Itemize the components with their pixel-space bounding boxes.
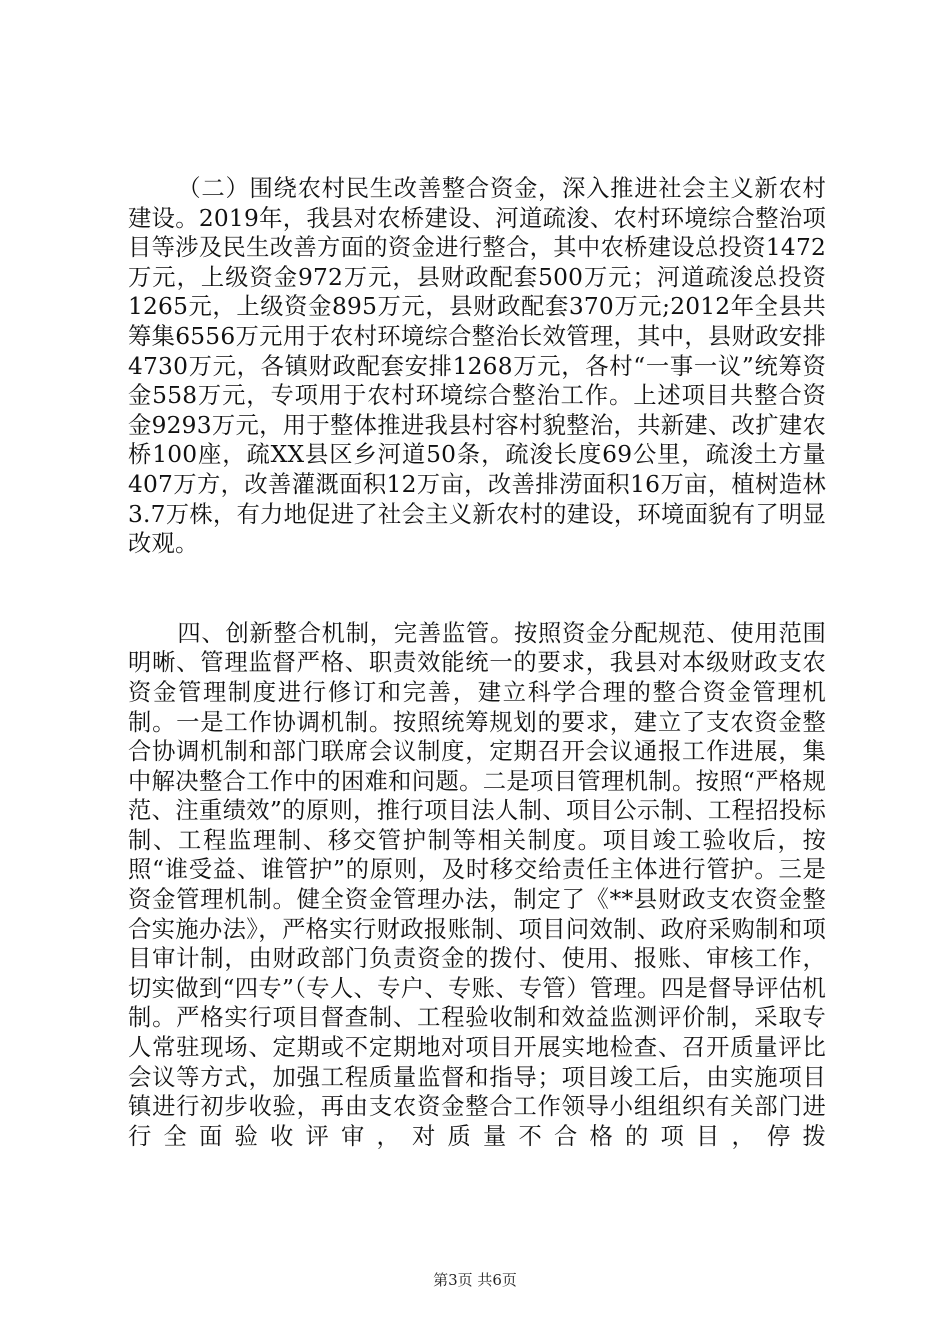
page-footer: 第3页 共6页 [433,1271,517,1289]
paragraph-rural-livelihood: （二）围绕农村民生改善整合资金，深入推进社会主义新农村建设。2019年，我县对农桥建设、河道疏浚、农村环境综合整治项目等涉及民生改善方面的资金进行整合，其中农桥建设总投资1472万元，上级资金972万元，县财政配套500万元；河道疏浚总投资1265元，上级资金895万元，县财政配套370万元;2012年全县共筹集6556万元用于农村环境综合整治长效管理，其中，县财政安排4730万元，各镇财政配套安排1268万元，各村“一事一议”统筹资金558万元，专项用于农村环境综合整治工作。上述项目共整合资金9293万元，用于整体推进我县村容村貌整治，共新建、改扩建农桥100座，疏XX县区乡河道50条，疏浚长度69公里，疏浚土方量407万方，改善灌溉面积12万亩，改善排涝面积16万亩，植树造林3.7万株，有力地促进了社会主义新农村的建设，环境面貌有了明显改观。 [128,175,826,558]
paragraph-integration-mechanism: 四、创新整合机制，完善监管。按照资金分配规范、使用范围明晰、管理监督严格、职责效能统一的要求，我县对本级财政支农资金管理制度进行修订和完善，建立科学合理的整合资金管理机制。一是工作协调机制。按照统筹规划的要求，建立了支农资金整合协调机制和部门联席会议制度，定期召开会议通报工作进展，集中解决整合工作中的困难和问题。二是项目管理机制。按照“严格规范、注重绩效”的原则，推行项目法人制、项目公示制、工程招投标制、工程监理制、移交管护制等相关制度。项目竣工验收后，按照“谁受益、谁管护”的原则，及时移交给责任主体进行管护。三是资金管理机制。健全资金管理办法，制定了《**县财政支农资金整合实施办法》，严格实行财政报账制、项目问效制、政府采购制和项目审计制，由财政部门负责资金的拨付、使用、报账、审核工作，切实做到“四专”（专人、专户、专账、专管）管理。四是督导评估机制。严格实行项目督查制、工程验收制和效益监测评价制，采取专人常驻现场、定期或不定期地对项目开展实地检查、召开质量评比会议等方式，加强工程质量监督和指导；项目竣工后，由实施项目镇进行初步收验，再由支农资金整合工作领导小组组织有关部门进行全面验收评审，对质量不合格的项目，停拨 [128,619,826,1150]
document-body [128,174,826,1151]
